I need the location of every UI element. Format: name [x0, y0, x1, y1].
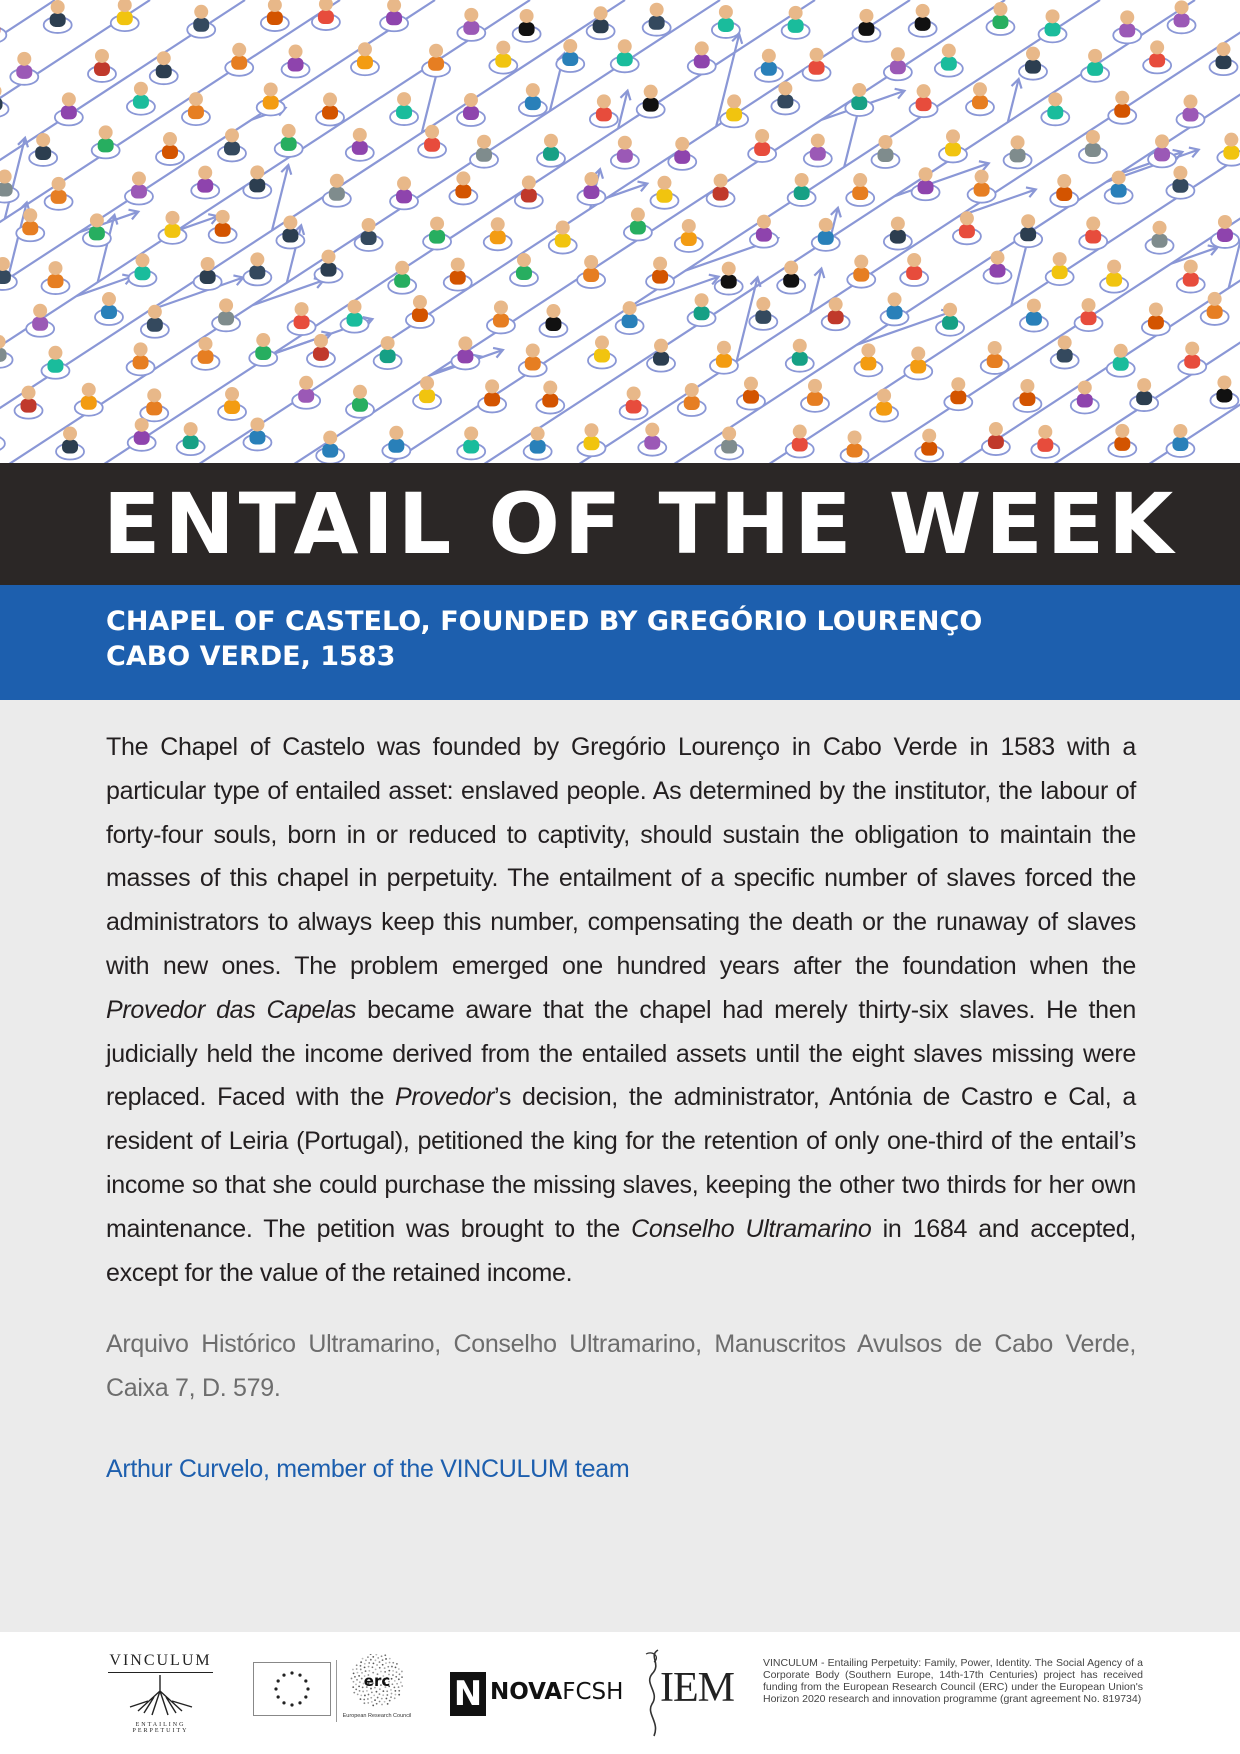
figure-token [1020, 299, 1048, 332]
figure-token [519, 83, 547, 116]
figure-token [141, 305, 169, 338]
vinculum-logo-text: VINCULUM [108, 1652, 213, 1673]
figure-token [218, 128, 246, 161]
tree-roots-icon [108, 1673, 213, 1717]
figure-token [111, 0, 139, 31]
article-italic-3: Conselho Ultramarino [631, 1214, 872, 1243]
figure-token [803, 48, 831, 81]
figure-token [983, 251, 1011, 284]
figure-token [638, 423, 666, 456]
article-text-4: in 1684 and accepted, except for the value of the retained income. [106, 1214, 1137, 1287]
figure-token [643, 3, 671, 36]
figure-token [88, 49, 116, 82]
figure-token [451, 336, 479, 369]
figure-token [1113, 10, 1141, 43]
figure-token [457, 93, 485, 126]
figure-token [1105, 171, 1133, 204]
figure-token [243, 417, 271, 450]
figure-token [1013, 379, 1041, 412]
figure-token [801, 379, 829, 412]
figure-token [710, 341, 738, 374]
figure-token [422, 44, 450, 77]
figure-token [15, 386, 43, 419]
figure-token [316, 93, 344, 126]
erc-dots-icon [342, 1654, 412, 1708]
figure-token [590, 94, 618, 127]
subtitle-bar [0, 585, 1240, 700]
source-citation: Arquivo Histórico Ultramarino, Conselho Ultramarino, Manuscritos Avulsos de Cabo Verde, Caixa 7, D. 579. [106, 1330, 1136, 1403]
figure-token [1019, 47, 1047, 80]
figure-token [577, 255, 605, 288]
figure-token [249, 333, 277, 366]
figure-token [1075, 298, 1103, 331]
figure-token [1107, 344, 1135, 377]
figure-token [749, 297, 777, 330]
figure-token [871, 135, 899, 168]
figure-token [870, 389, 898, 422]
figure-token [95, 292, 123, 325]
figure-token [351, 42, 379, 75]
figure-token [390, 176, 418, 209]
figure-token [382, 426, 410, 459]
article-italic-2: Provedor [395, 1083, 495, 1112]
figure-token [150, 51, 178, 84]
figure-token [549, 221, 577, 254]
figure-token [292, 376, 320, 409]
figure-token [243, 165, 271, 198]
figure-token [282, 45, 310, 78]
network-of-figures-image [0, 0, 1240, 463]
nova-fcsh-logo [450, 1672, 624, 1716]
figure-token [406, 295, 434, 328]
eu-flag-logo [253, 1662, 331, 1716]
figure-token [261, 0, 289, 31]
figure-token [140, 388, 168, 421]
nova-logo-n: N [453, 1674, 483, 1714]
figure-token [341, 300, 369, 333]
figure-token [1178, 342, 1206, 375]
figure-token [804, 134, 832, 167]
figure-token [939, 129, 967, 162]
subtitle-line-1: CHAPEL OF CASTELO, FOUNDED BY GREGÓRIO LOURENÇO [106, 606, 983, 637]
figure-token [1079, 217, 1107, 250]
figure-token [156, 132, 184, 165]
figure-token [449, 171, 477, 204]
figure-token [915, 429, 943, 462]
figure-token [852, 9, 880, 42]
figure-token [307, 334, 335, 367]
figure-token [968, 170, 996, 203]
figure-token [1142, 302, 1170, 335]
funding-acknowledgement: VINCULUM - Entailing Perpetuity: Family, Power, Identity. The Social Agency of a Corporate Body (Southern Europe, 14th-17th Centuries) project has received funding from the European Research Council (ERC) under the European Union's Horizon 2020 research and innovation programme (grant agreement No. 819734) [763, 1657, 1143, 1705]
figure-token [243, 252, 271, 285]
figure-token [288, 302, 316, 335]
figure-token [936, 303, 964, 336]
figure-token [688, 41, 716, 74]
figure-token [556, 39, 584, 72]
figure-token [786, 425, 814, 458]
figure-token [966, 82, 994, 115]
nova-logo-text1: NOVA [490, 1679, 563, 1705]
figure-token [470, 135, 498, 168]
figure-token [675, 219, 703, 252]
figure-token [1004, 135, 1032, 168]
figure-token [315, 250, 343, 283]
erc-caption: European Research Council [342, 1713, 412, 1719]
figure-token [0, 84, 9, 117]
figure-token [390, 92, 418, 125]
article-italic-1: Provedor das Capelas [106, 995, 357, 1024]
logo-divider [336, 1660, 337, 1722]
figure-token [1100, 260, 1128, 293]
figure-token [127, 342, 155, 375]
figure-token [1143, 40, 1171, 73]
figure-token [1050, 174, 1078, 207]
figure-token [323, 174, 351, 207]
figure-token [487, 300, 515, 333]
figure-token [539, 304, 567, 337]
figure-token [912, 167, 940, 200]
figure-token [1081, 49, 1109, 82]
figure-token [904, 346, 932, 379]
figure-token [944, 377, 972, 410]
figure-token [346, 385, 374, 418]
footer [0, 1632, 1240, 1754]
figure-token [986, 2, 1014, 35]
figure-token [782, 6, 810, 39]
figure-token [194, 257, 222, 290]
figure-token [1166, 166, 1194, 199]
figure-token [257, 82, 285, 115]
figure-token [484, 217, 512, 250]
figure-token [1168, 0, 1196, 33]
figure-token [127, 82, 155, 115]
vinculum-tagline: ENTAILING PERPETUITY [132, 1722, 189, 1734]
figure-token [884, 217, 912, 250]
figure-token [650, 176, 678, 209]
figure-token [588, 336, 616, 369]
figure-token [177, 422, 205, 455]
article-text-2: became aware that the chapel had merely thirty-six slaves. He then judicially held the income derived from the entailed assets until the eight slaves missing were replaced. Faced with the [106, 995, 1136, 1112]
figure-token [41, 346, 69, 379]
figure-token [1108, 91, 1136, 124]
figure-token [1166, 424, 1194, 457]
figure-token [678, 383, 706, 416]
figure-token [0, 419, 5, 452]
figure-token [1071, 380, 1099, 413]
figure-token [935, 44, 963, 77]
figure-token [374, 336, 402, 369]
figure-token [26, 304, 54, 337]
figure-token [1210, 375, 1238, 408]
erc-logo-text: erc [363, 1672, 391, 1690]
figure-token [846, 173, 874, 206]
erc-logo [342, 1654, 412, 1734]
figure-token [755, 49, 783, 82]
figure-token [786, 339, 814, 372]
figure-token [847, 255, 875, 288]
figure-token [881, 292, 909, 325]
figure-token [854, 343, 882, 376]
figure-token [1130, 378, 1158, 411]
figure-token [771, 81, 799, 114]
figure-token [536, 381, 564, 414]
figure-token [577, 423, 605, 456]
vinculum-logo [108, 1652, 213, 1742]
subtitle-line-2: CABO VERDE, 1583 [106, 641, 396, 672]
figure-token [982, 422, 1010, 455]
figure-token [380, 0, 408, 31]
figure-token [537, 134, 565, 167]
figure-token [1031, 425, 1059, 458]
figure-token [1108, 424, 1136, 457]
figure-token [981, 341, 1009, 374]
figure-token [75, 383, 103, 416]
figure-token [715, 426, 743, 459]
article-body [106, 726, 1136, 1295]
figure-token [388, 261, 416, 294]
nova-logo-text2: FCSH [562, 1679, 624, 1705]
figure-token [750, 215, 778, 248]
figure-token [519, 344, 547, 377]
figure-token [444, 258, 472, 291]
figure-token [577, 172, 605, 205]
hero-network-illustration [0, 0, 1240, 463]
main-content [106, 726, 1136, 1484]
figure-token [900, 253, 928, 286]
figure-token [524, 427, 552, 460]
figure-token [1217, 133, 1240, 166]
figure-token [624, 208, 652, 241]
figure-token [688, 293, 716, 326]
figure-token [478, 379, 506, 412]
figure-token [191, 166, 219, 199]
figure-token [841, 430, 869, 463]
figure-token [1201, 292, 1229, 325]
figure-token [777, 261, 805, 294]
figure-token [910, 84, 938, 117]
figure-token [182, 92, 210, 125]
figure-token [1176, 95, 1204, 128]
figure-token [1146, 221, 1174, 254]
figure-token [275, 124, 303, 157]
figure-token [45, 177, 73, 210]
figure-token [1014, 214, 1042, 247]
figure-token [748, 129, 776, 162]
figure-token [489, 41, 517, 74]
figure-token [712, 5, 740, 38]
figure-token [646, 257, 674, 290]
article-text-3: ’s decision, the administrator, Antónia de Castro e Cal, a resident of Leiria (Portugal), petitioned the king for the retention of only one-third of the entail’s income so that she could purchase the missing slaves, keeping the other two thirds for her own maintenance. The petition was brought to the [106, 1083, 1136, 1243]
figure-token [611, 136, 639, 169]
iem-logo-text: IEM [660, 1665, 734, 1711]
figure-token [413, 376, 441, 409]
figure-token [0, 10, 6, 43]
figure-token [41, 261, 69, 294]
eu-stars-icon [254, 1663, 330, 1715]
figure-token [616, 301, 644, 334]
figure-token [92, 125, 120, 158]
figure-token [1177, 260, 1205, 293]
figure-token [457, 8, 485, 41]
figure-token [513, 9, 541, 42]
figure-token [720, 94, 748, 127]
figure-token [218, 387, 246, 420]
figure-token [1209, 42, 1237, 75]
figure-token [1211, 215, 1239, 248]
iem-logo [640, 1646, 734, 1742]
figure-token [620, 386, 648, 419]
title-bar [0, 463, 1240, 585]
nova-logo-wordmark [490, 1679, 623, 1705]
nova-logo-block [450, 1672, 486, 1716]
page-title: ENTAIL OF THE WEEK [103, 475, 1178, 573]
figure-token [423, 217, 451, 250]
figure-token [457, 426, 485, 459]
figure-token [737, 377, 765, 410]
article-text-1: The Chapel of Castelo was founded by Gregório Lourenço in Cabo Verde in 1583 with a particular type of entailed asset: enslaved people. As determined by the institutor, the labour of forty-four souls, born in or reduced to captivity, should sustain the obligation to maintain the masses of this chapel in perpetuity. The entailment of a specific number of slaves forced the administrators to always keep this number, compensating the death or the runaway of slaves with new ones. The problem emerged one hundred years after the foundation when the [106, 733, 1136, 980]
author-credit: Arthur Curvelo, member of the VINCULUM team [106, 1454, 630, 1483]
figure-token [10, 52, 38, 85]
figure-token [909, 4, 937, 37]
figure-token [346, 128, 374, 161]
